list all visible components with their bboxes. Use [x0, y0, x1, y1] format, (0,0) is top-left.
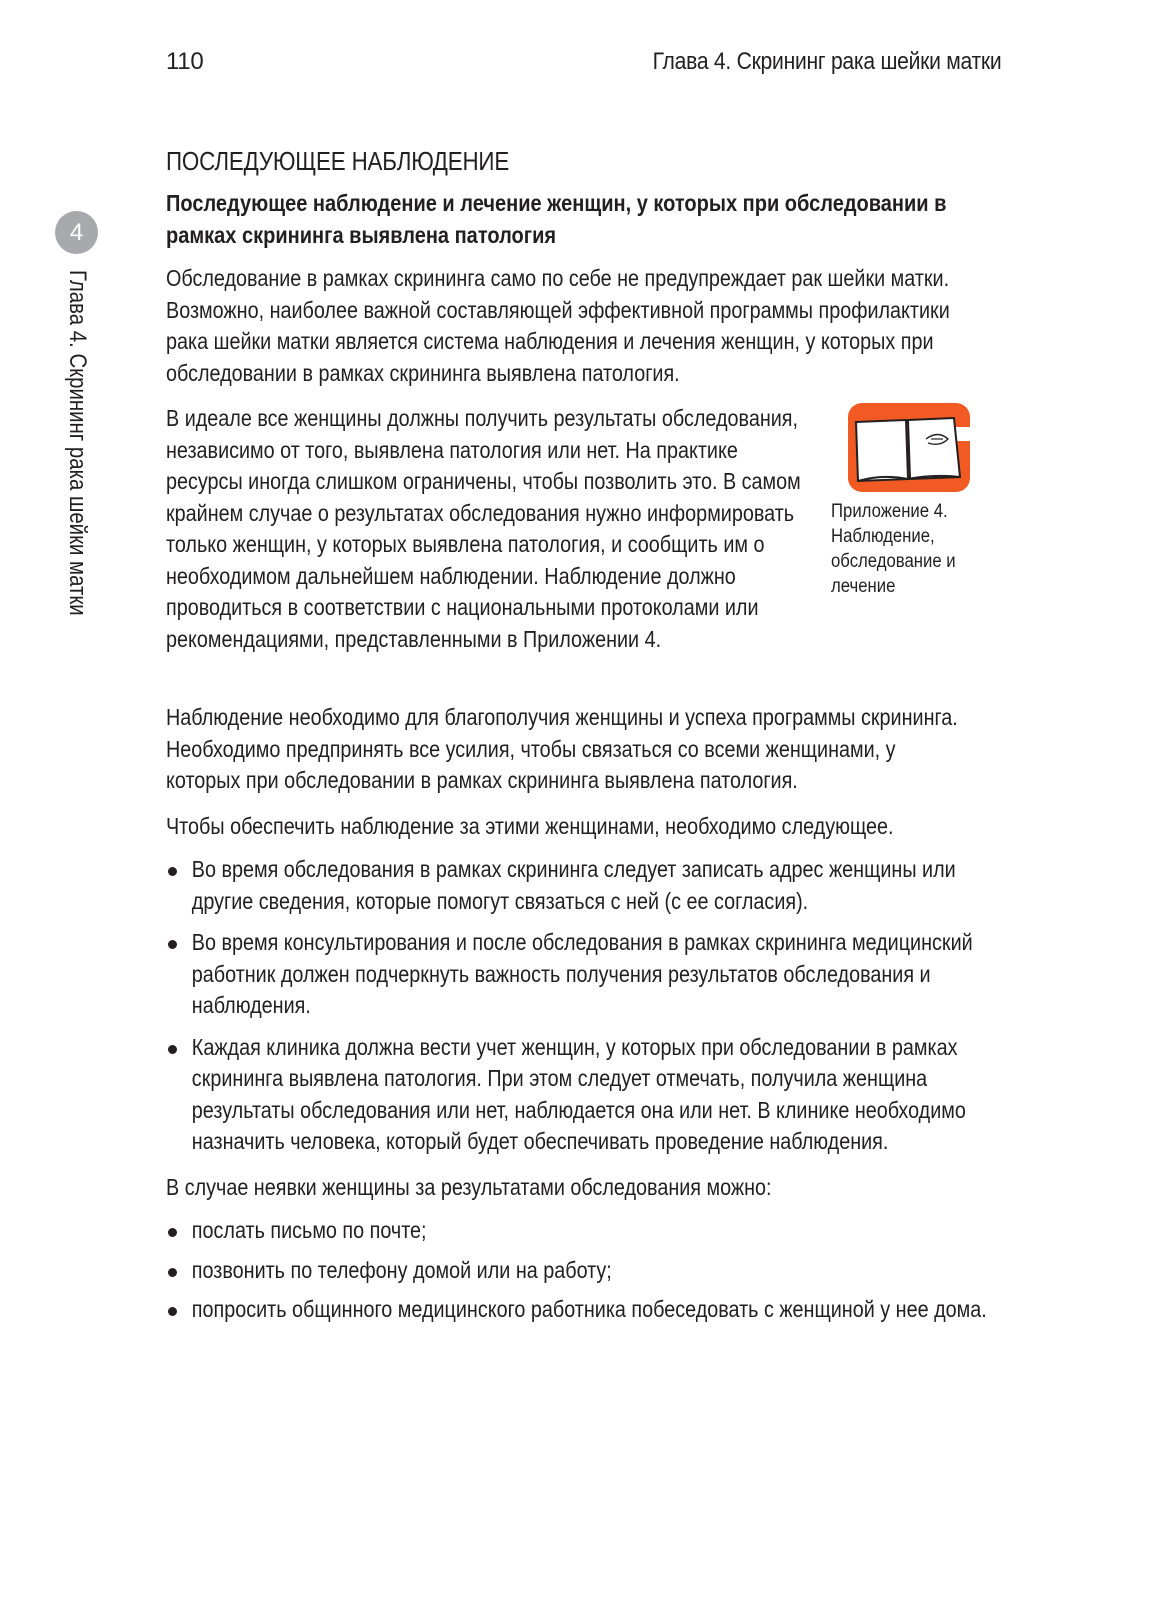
- open-book-icon: [848, 403, 970, 492]
- paragraph-with-figure: [166, 403, 1006, 688]
- list-item: [166, 1215, 1006, 1247]
- page-content: [166, 143, 1006, 1334]
- list-item-text: Во время консультирования и после обследования в рамках скрининга медицинский работник должен подчеркнуть важность получения результатов обследования и наблюдения.: [191, 929, 973, 1018]
- page-number: 110: [166, 48, 204, 75]
- section-title: ПОСЛЕДУЮЩЕЕ НАБЛЮДЕНИЕ: [166, 146, 510, 176]
- caption-line: Наблюдение,: [831, 526, 935, 547]
- caption-line: лечение: [831, 576, 896, 597]
- list-item-text: попросить общинного медицинского работника побеседовать с женщиной у нее дома.: [191, 1296, 987, 1322]
- subtitle: Последующее наблюдение и лечение женщин, у которых при обследовании в рамках скрининга выявлена патология: [166, 190, 947, 248]
- paragraph-results: В идеале все женщины должны получить результаты обследования, независимо от того, выявлена патология или нет. На практике ресурсы иногда слишком ограничены, чтобы позволить это. В самом крайнем случае о результатах обследования нужно информировать только женщин, у которых выявлена патология, и сообщить им о необходимом дальнейшем наблюдении. Наблюдение должно проводиться в соответствии с национальными протоколами или рекомендациями, представленными в Приложении 4.: [166, 405, 801, 652]
- list-item-text: послать письмо по почте;: [191, 1217, 427, 1243]
- list-item: [166, 1294, 1006, 1326]
- paragraph-intro: Обследование в рамках скрининга само по себе не предупреждает рак шейки матки. Возможно, наиболее важной составляющей эффективной программы профилактики рака шейки матки является система наблюдения и лечения женщин, у которых при обследовании в рамках скрининга выявлена патология.: [166, 265, 950, 386]
- paragraph-follow-up: Наблюдение необходимо для благополучия женщины и успеха программы скрининга. Необходимо предпринять все усилия, чтобы связаться со всеми женщинами, у которых при обследовании в рамках скрининга выявлена патология.: [166, 704, 958, 793]
- list-item: [166, 927, 1006, 1022]
- caption-line: обследование и: [831, 551, 956, 572]
- list-item: [166, 1032, 1006, 1158]
- list-item: [166, 854, 1006, 917]
- requirements-list: [166, 854, 1006, 1158]
- running-header: Глава 4. Скрининг рака шейки матки: [652, 48, 1001, 75]
- chapter-side-label-text: Глава 4. Скрининг рака шейки матки: [64, 270, 91, 616]
- list-item-text: Во время обследования в рамках скрининга следует записать адрес женщины или другие сведения, которые помогут связаться с ней (с ее согласия).: [191, 856, 956, 914]
- paragraph-no-show: В случае неявки женщины за результатами обследования можно:: [166, 1173, 772, 1200]
- list-item: [166, 1255, 1006, 1287]
- chapter-tab: [55, 211, 98, 254]
- list-item-text: Каждая клиника должна вести учет женщин, у которых при обследовании в рамках скрининга выявлена патология. При этом следует отмечать, получила женщина результаты обследования или нет, наблюдается она или нет. В клинике необходимо назначить человека, который будет обеспечивать проведение наблюдения.: [191, 1033, 966, 1154]
- list-item-text: позвонить по телефону домой или на работу;: [191, 1256, 612, 1283]
- chapter-tab-number: 4: [69, 219, 84, 246]
- figure-caption: [831, 499, 981, 599]
- caption-line: Приложение 4.: [831, 501, 948, 522]
- chapter-side-label: [55, 270, 95, 670]
- paragraph-requirements: Чтобы обеспечить наблюдение за этими женщинами, необходимо следующее.: [166, 812, 894, 839]
- contact-options-list: [166, 1215, 1006, 1326]
